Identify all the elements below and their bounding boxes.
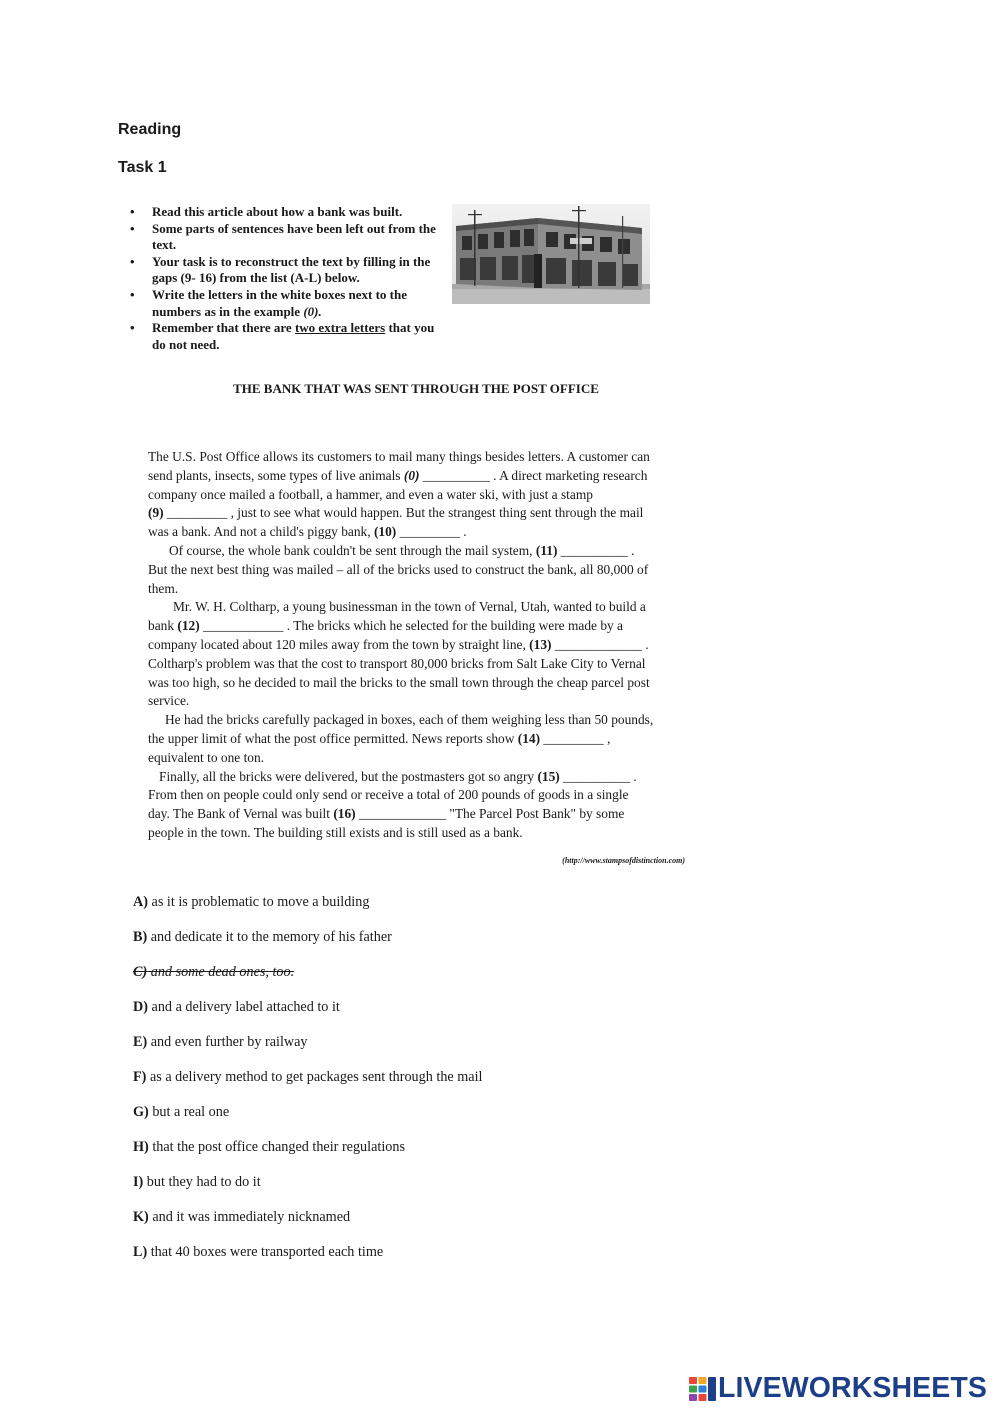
article-text [148,448,688,843]
gap-16-blank[interactable]: _____________ "The Parcel Post Bank" by some [355,806,625,822]
option-h: H) that the post office changed their regulations [133,1139,405,1155]
option-c-example: C) and some dead ones, too. [133,964,295,980]
gap-15-label: (15) [537,768,560,784]
article-line: equivalent to one ton. [148,749,265,765]
article-line: them. [148,580,179,596]
article-line: bank (12) ____________ . The bricks which he selected for the building were made by a [148,618,624,634]
gap-14-blank[interactable]: _________ , [540,730,611,746]
liveworksheets-logo-icon [689,1377,716,1401]
article-line: was too high, so he decided to mail the bricks to the small town through the cheap parcel post [148,674,650,690]
article-line: But the next best thing was mailed – all of the bricks used to construct the bank, all 80,000 of [148,561,649,577]
gap-0-blank: __________ . A direct marketing research [419,467,648,483]
option-i: I) but they had to do it [133,1174,261,1190]
gap-12-label: (12) [177,618,200,634]
article-line: Of course, the whole bank couldn't be sent through the mail system, (11) __________ . [169,542,635,558]
article-line: company located about 120 miles away from the town by straight line, (13) _____________ . [148,636,649,652]
section-heading: Reading [118,121,182,138]
gap-10-blank[interactable]: _________ . [396,524,467,540]
option-d: D) and a delivery label attached to it [133,999,340,1015]
option-k: K) and it was immediately nicknamed [133,1209,351,1225]
gap-9-blank[interactable]: _________ , just to see what would happen. But the strangest thing sent through the mail [163,505,644,521]
instruction-item: • Some parts of sentences have been left out from the text. [128,221,444,254]
option-e: E) and even further by railway [133,1034,308,1050]
instructions-list [128,204,444,353]
instruction-item: • Remember that there are two extra letters that you do not need. [128,320,444,353]
article-line: was a bank. And not a child's piggy bank, (10) _________ . [148,524,467,540]
article-line: Mr. W. H. Coltharp, a young businessman in the town of Vernal, Utah, wanted to build a [173,599,646,615]
source-citation: (http://www.stampsofdistinction.com) [562,856,685,865]
option-l: L) that 40 boxes were transported each time [133,1244,384,1260]
option-a: A) as it is problematic to move a building [133,894,370,910]
instruction-item: • Write the letters in the white boxes next to the numbers as in the example (0). [128,287,444,320]
gap-16-label: (16) [333,806,356,822]
gap-11-label: (11) [535,542,558,558]
gap-13-label: (13) [529,636,552,652]
article-line: the upper limit of what the post office permitted. News reports show (14) _________ , [148,730,611,746]
article-line: From then on people could only send or receive a total of 200 pounds of goods in a single [148,787,629,803]
article-line: day. The Bank of Vernal was built (16) _____________ "The Parcel Post Bank" by some [148,806,625,822]
gap-9-label: (9) [148,505,164,521]
gap-12-blank[interactable]: ____________ . The bricks which he selected for the building were made by a [199,618,624,634]
answer-options-list [133,894,693,1279]
article-line: send plants, insects, some types of live animals (0) __________ . A direct marketing research [148,467,648,483]
option-g: G) but a real one [133,1104,230,1120]
article-line: people in the town. The building still exists and is still used as a bank. [148,824,523,840]
article-line: Finally, all the bricks were delivered, but the postmasters got so angry (15) __________ . [159,768,637,784]
gap-0-label: (0) [403,467,420,483]
gap-10-label: (10) [373,524,397,540]
task-heading: Task 1 [118,159,167,176]
instruction-item: • Read this article about how a bank was built. [128,204,444,221]
article-line: He had the bricks carefully packaged in boxes, each of them weighing less than 50 pounds, [165,712,654,728]
gap-13-blank[interactable]: _____________ . [551,636,649,652]
option-f: F) as a delivery method to get packages sent through the mail [133,1069,483,1085]
article-line: The U.S. Post Office allows its customers to mail many things besides letters. A customer can [148,449,650,464]
gap-11-blank[interactable]: __________ . [557,542,635,558]
gap-14-label: (14) [517,730,541,746]
option-b: B) and dedicate it to the memory of his father [133,929,392,945]
bank-building-photo [452,204,650,304]
article-line: service. [148,693,190,709]
article-line: Coltharp's problem was that the cost to transport 80,000 bricks from Salt Lake City to Vernal [148,655,646,671]
article-title: THE BANK THAT WAS SENT THROUGH THE POST OFFICE [233,381,599,396]
instruction-item: • Your task is to reconstruct the text by filling in the gaps (9- 16) from the list (A-L) below. [128,254,444,287]
article-line [148,504,688,523]
gap-15-blank[interactable]: __________ . [559,768,637,784]
article-line: company once mailed a football, a hammer, and even a water ski, with just a stamp [148,486,593,502]
brand-name: LIVEWORKSHEETS [718,1372,988,1404]
